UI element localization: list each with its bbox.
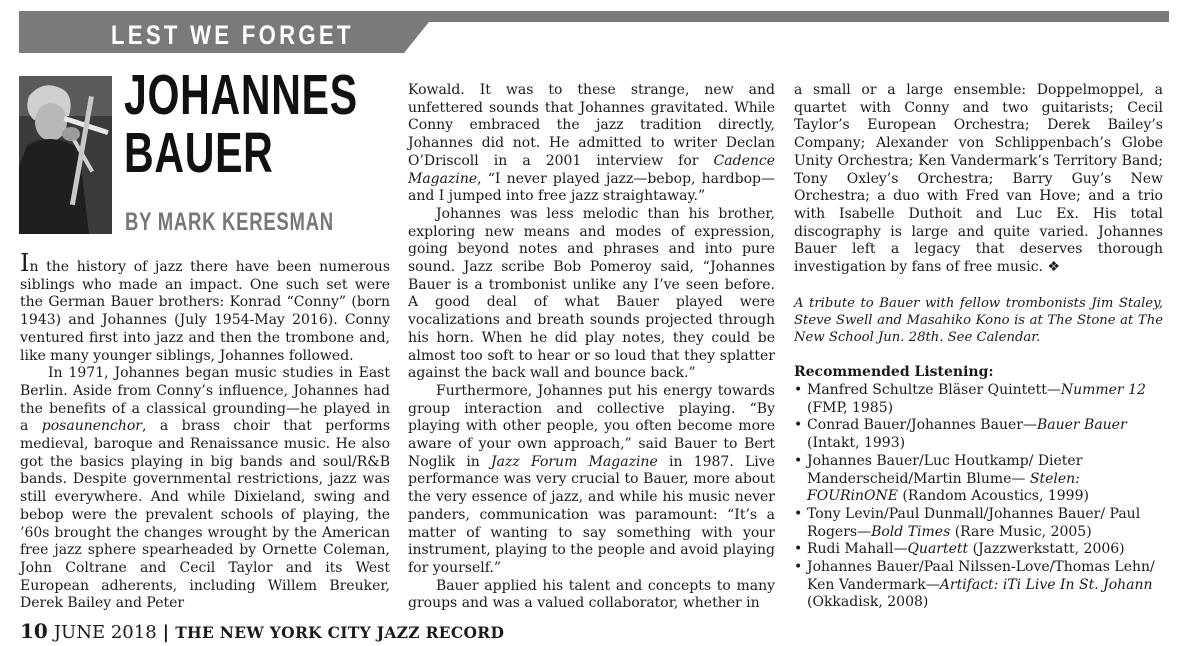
page-footer bbox=[20, 619, 504, 643]
recommended-list bbox=[794, 382, 1163, 612]
paragraph-text: n the history of jazz there have been numerous siblings who made an impact. One such set were the German Bauer brothers: Konrad “Conny” (born 1943) and Johannes (July 1954-May 2016). Conny ventured first into jazz and then the trombone and, like many younger siblings, Johannes followed. bbox=[20, 259, 390, 364]
end-mark-icon: ❖ bbox=[1047, 259, 1061, 276]
rec-artist: Tony Levin/Paul Dunmall/Johannes Bauer/ Paul Rogers— bbox=[807, 505, 1141, 540]
rec-album: Bold Times bbox=[871, 523, 951, 540]
paragraph-text: , “I never played jazz—bebop, hardbop—and I jumped into free jazz straightaway.” bbox=[408, 170, 775, 205]
list-item bbox=[794, 382, 1163, 417]
rec-label: (Rare Music, 2005) bbox=[950, 523, 1092, 540]
paragraph-text: In 1971, Johannes began music studies in East Berlin. Aside from Conny’s influence, Johannes had the benefits of a classical grounding—he played in a bbox=[20, 365, 390, 435]
recommended-heading: Recommended Listening: bbox=[794, 364, 994, 381]
list-item bbox=[794, 417, 1163, 452]
article-column-3 bbox=[794, 82, 1163, 612]
rec-artist: Rudi Mahall— bbox=[807, 541, 908, 558]
paragraph-text: , a brass choir that performs medieval, baroque and Renaissance music. He also got the basics playing in big bands and soul/R&B bands. Despite governmental restrictions, jazz was still everywhere. And while Dixieland, swing and bebop were the prevalent schools of playing, the ’60s brought the changes wrought by the American free jazz sphere spearheaded by Ornette Coleman, John Coltrane and Cecil Taylor and its West European adherents, including Willem Breuker, Derek Bailey and Peter bbox=[20, 418, 390, 612]
publication-name: THE NEW YORK CITY JAZZ RECORD bbox=[175, 623, 505, 642]
paragraph-text: a small or a large ensemble: Doppelmoppel, a quartet with Conny and two guitarists; Cecil Taylor’s European Orchestra; Derek Bailey’s Company; Alexander von Schlippenbach’s Globe Unity Orchestra; Ken Vandermark’s Territory Band; Tony Oxley’s Orchestra; Barry Guy’s New Orchestra; a duo with Fred van Hove; and a trio with Isabelle Duthoit and Luc Ex. His total discography is large and quite varied. Johannes Bauer left a legacy that deserves thorough investigation by fans of free music. bbox=[794, 82, 1163, 276]
paragraph bbox=[408, 82, 775, 206]
list-item bbox=[794, 559, 1163, 612]
rec-album: Quartett bbox=[907, 541, 969, 558]
article-column-1 bbox=[20, 249, 390, 613]
byline: BY MARK KERESMAN bbox=[125, 208, 334, 236]
rec-label: (Jazzwerkstatt, 2006) bbox=[968, 541, 1125, 558]
musician-photo bbox=[19, 76, 112, 234]
page-number: 10 bbox=[20, 619, 48, 643]
emphasis-text: Cadence Magazine bbox=[408, 152, 775, 187]
rec-label: (Intakt, 1993) bbox=[807, 435, 906, 452]
emphasis-text: Jazz Forum Magazine bbox=[491, 453, 658, 470]
paragraph-text: in 1987. Live performance was very crucial to Bauer, more about the very essence of jazz, and while his music never panders, communication was paramount: “It’s a matter of wanting to say something with your instrument, playing to the people and avoid playing for yourself.” bbox=[408, 453, 775, 576]
rec-album: Bauer Bauer bbox=[1036, 417, 1127, 434]
rec-artist: Johannes Bauer/Luc Houtkamp/ Dieter Manderscheid/Martin Blume— bbox=[807, 452, 1083, 487]
footer-separator: | bbox=[162, 622, 170, 643]
rec-artist: Manfred Schultze Bläser Quintett— bbox=[807, 382, 1061, 399]
drop-cap: I bbox=[20, 249, 30, 277]
rec-album: Artifact: iTi Live In St. Johann bbox=[939, 576, 1153, 593]
paragraph bbox=[20, 249, 390, 365]
rec-label: (Random Acoustics, 1999) bbox=[897, 488, 1089, 505]
article-column-2 bbox=[408, 82, 775, 613]
issue-date: JUNE 2018 bbox=[53, 622, 157, 643]
trombonist-image bbox=[19, 76, 112, 234]
rec-artist: Johannes Bauer/Paal Nilssen-Love/Thomas Lehn/ Ken Vandermark— bbox=[807, 559, 1155, 593]
list-item bbox=[794, 541, 1163, 559]
rec-label: (FMP, 1985) bbox=[807, 399, 894, 416]
tribute-note: A tribute to Bauer with fellow trombonists Jim Staley, Steve Swell and Masahiko Kono is at The Stone at The New School Jun. 28th. See Calendar. bbox=[794, 295, 1163, 346]
paragraph: Johannes was less melodic than his brother, exploring new means and modes of expression, going beyond notes and phrases and into pure sound. Jazz scribe Bob Pomeroy said, “Johannes Bauer is a trombonist unlike any I’ve seen before. A good deal of what Bauer played were vocalizations and breath sounds projected through his horn. When he did play notes, they could be almost too soft to hear or so loud that they splatter against the back wall and bounce back.” bbox=[408, 205, 775, 382]
rec-artist: Conrad Bauer/Johannes Bauer— bbox=[807, 417, 1037, 434]
title-line-1: JOHANNES bbox=[124, 63, 358, 127]
rec-label: (Okkadisk, 2008) bbox=[807, 594, 929, 611]
paragraph: Bauer applied his talent and concepts to many groups and was a valued collaborator, whether in bbox=[408, 577, 775, 612]
section-label: LEST WE FORGET bbox=[111, 20, 354, 50]
paragraph bbox=[408, 383, 775, 578]
paragraph bbox=[20, 365, 390, 613]
article-title bbox=[124, 63, 358, 185]
paragraph-text: Kowald. It was to these strange, new and unfettered sounds that Johannes gravitated. While Conny embraced the jazz tradition directly, Johannes did not. He admitted to writer Declan O’Driscoll in a 2001 interview for bbox=[408, 82, 775, 169]
list-item bbox=[794, 453, 1163, 506]
section-banner bbox=[19, 11, 1169, 53]
paragraph-text: Furthermore, Johannes put his energy towards group interaction and collective playing. “By playing with other people, you often become more aware of your own approach,” said Bauer to Bert Noglik in bbox=[408, 382, 775, 470]
list-item bbox=[794, 506, 1163, 541]
paragraph bbox=[794, 82, 1163, 277]
rec-album: Nummer 12 bbox=[1060, 382, 1146, 399]
title-line-2: BAUER bbox=[124, 121, 274, 185]
rec-album: Stelen: FOURinONE bbox=[807, 470, 1080, 505]
emphasis-text: posaunenchor bbox=[41, 418, 143, 435]
